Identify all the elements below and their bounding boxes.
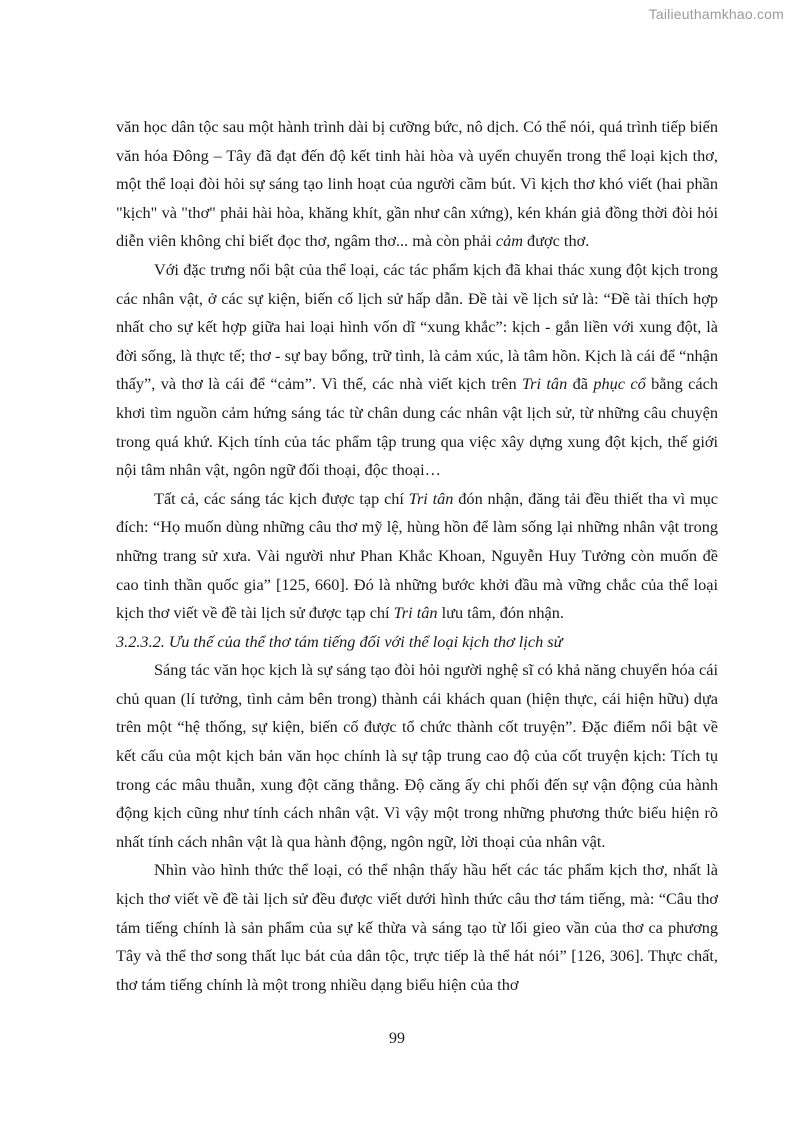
italic-text: phục cổ	[593, 374, 646, 394]
text-run: lưu tâm, đón nhận.	[437, 603, 564, 623]
body-paragraph	[116, 113, 718, 256]
italic-text: 3.2.3.2. Ưu thế của thể thơ tám tiếng đối với thể loại kịch thơ lịch sử	[116, 631, 563, 651]
watermark: Tailieuthamkhao.com	[648, 6, 784, 22]
section-heading	[116, 628, 718, 657]
body-paragraph	[116, 656, 718, 856]
text-run: Tất cả, các sáng tác kịch được tạp chí	[154, 488, 409, 508]
text-run: Sáng tác văn học kịch là sự sáng tạo đòi hỏi người nghệ sĩ có khả năng chuyển hóa cái chủ quan (lí tưởng, tình cảm bên trong) thành cái khách quan (hiện thực, cái hiện hữu) dựa trên một “hệ thống, sự kiện, biến cố được tổ chức thành cốt truyện”. Đặc điểm nổi bật về kết cấu của một kịch bản văn học chính là sự tập trung cao độ của cốt truyện kịch: Tích tụ trong các mâu thuẫn, xung đột căng thẳng. Độ căng ấy chi phối đến sự vận động của hành động kịch cũng như tính cách nhân vật. Vì vậy một trong những phương thức biểu hiện rõ nhất tính cách nhân vật là qua hành động, ngôn ngữ, lời thoại của nhân vật.	[116, 660, 718, 851]
italic-text: Tri tân	[408, 488, 454, 508]
page-number: 99	[389, 1030, 405, 1047]
body-paragraph	[116, 485, 718, 628]
text-run: đón nhận, đăng tải đều thiết tha vì mục đích: “Họ muốn dùng những câu thơ mỹ lệ, hùng hồn để làm sống lại những nhân vật trong những trang sử xưa. Vài người như Phan Khắc Khoan, Nguyễn Huy Tưởng còn muốn đề cao tinh thần quốc gia” [125, 660]. Đó là những bước khởi đầu mà vững chắc của thể loại kịch thơ viết về đề tài lịch sử được tạp chí	[116, 488, 719, 623]
text-run: được thơ.	[522, 231, 590, 251]
text-run: bằng cách khơi tìm nguồn cảm hứng sáng tác từ chân dung các nhân vật lịch sử, từ những câu chuyện trong quá khứ. Kịch tính của tác phẩm tập trung qua việc xây dựng xung đột kịch, thế giới nội tâm nhân vật, ngôn ngữ đối thoại, độc thoại…	[116, 374, 719, 480]
italic-text: cảm	[495, 231, 523, 251]
text-run: Nhìn vào hình thức thể loại, có thể nhận thấy hầu hết các tác phẩm kịch thơ, nhất là kịch thơ viết về đề tài lịch sử đều được viết dưới hình thức câu thơ tám tiếng, mà: “Câu thơ tám tiếng chính là sản phẩm của sự kế thừa và sáng tạo từ lối gieo vần của thơ ca phương Tây và thể thơ song thất lục bát của dân tộc, trực tiếp là thể hát nói” [126, 306]. Thực chất, thơ tám tiếng chính là một trong nhiều dạng biểu hiện của thơ	[116, 860, 718, 994]
text-run: Với đặc trưng nổi bật của thể loại, các tác phẩm kịch đã khai thác xung đột kịch trong các nhân vật, ở các sự kiện, biến cố lịch sử hấp dẫn. Đề tài về lịch sử là: “Đề tài thích hợp nhất cho sự kết hợp giữa hai loại hình vốn dĩ “xung khắc”: kịch - gắn liền với xung đột, là đời sống, là thực tế; thơ - sự bay bổng, trữ tình, là cảm xúc, là tâm hồn. Kịch là cái để “nhận thấy”, và thơ là cái để “cảm”. Vì thế, các nhà viết kịch trên	[116, 259, 718, 394]
body-paragraph	[116, 856, 718, 999]
body-paragraph	[116, 256, 718, 485]
text-run: văn học dân tộc sau một hành trình dài bị cưỡng bức, nô dịch. Có thể nói, quá trình tiếp biến văn hóa Đông – Tây đã đạt đến độ kết tinh hài hòa và uyển chuyển trong thể loại kịch thơ, một thể loại đòi hỏi sự sáng tạo linh hoạt của người cầm bút. Vì kịch thơ khó viết (hai phần "kịch" và "thơ" phải hài hòa, khăng khít, gần như cân xứng), kén khán giả đồng thời đòi hỏi diễn viên không chỉ biết đọc thơ, ngâm thơ... mà còn phải	[116, 117, 718, 251]
italic-text: Tri tân	[393, 603, 438, 623]
page-body	[116, 113, 718, 999]
italic-text: Tri tân	[522, 374, 568, 394]
text-run: đã	[567, 374, 594, 394]
